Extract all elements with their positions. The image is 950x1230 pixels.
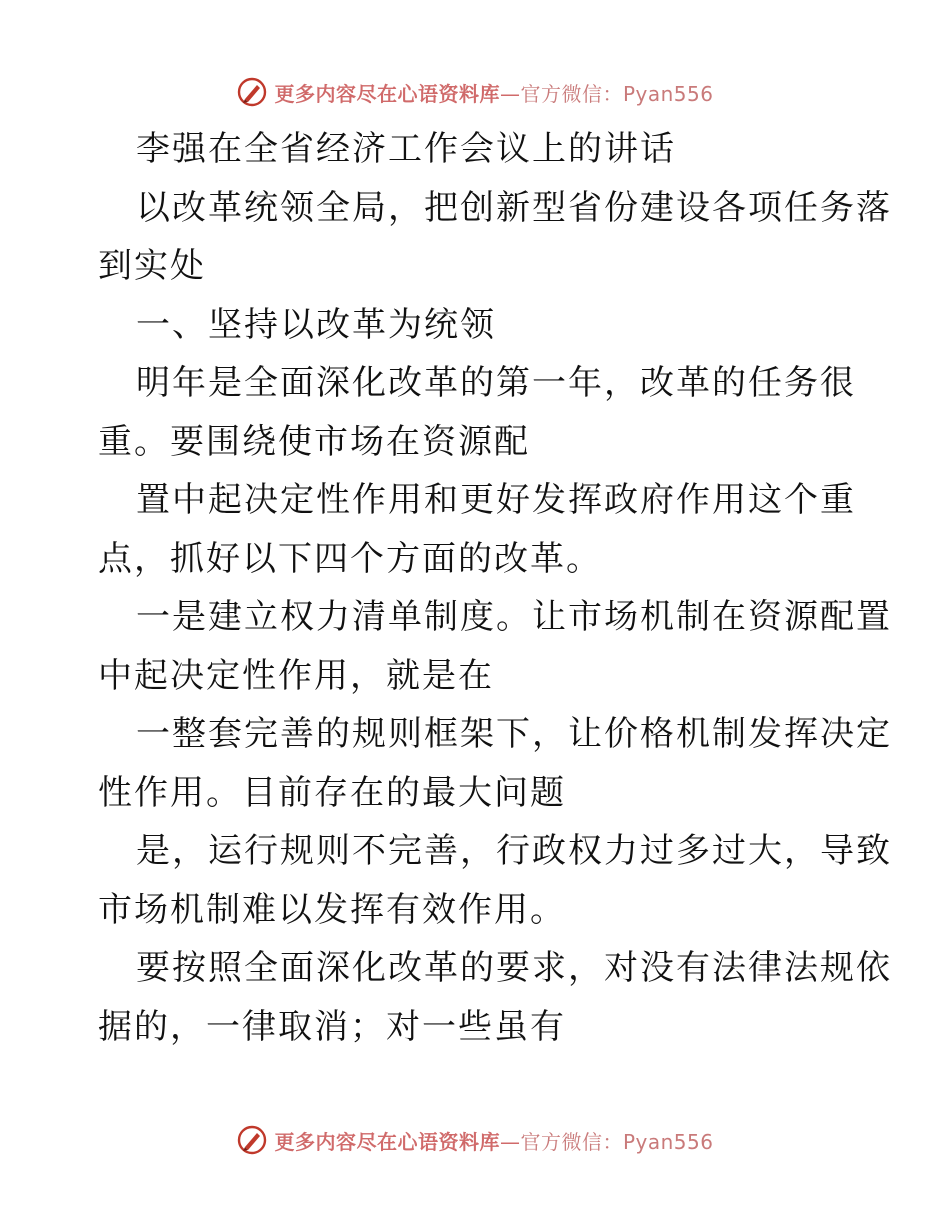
text-line: 李强在全省经济工作会议上的讲话 (136, 129, 676, 169)
text-line: 据的，一律取消；对一些虽有 (98, 1006, 566, 1047)
watermark-suffix: 官方微信：Pyan556 (520, 81, 714, 106)
watermark-lead: 更多内容尽在心语资料库 (274, 1129, 500, 1154)
watermark-dash: — (499, 81, 521, 106)
pen-logo-icon (236, 76, 268, 108)
text-line: 是，运行规则不完善，行政权力过多过大，导致 (136, 831, 892, 871)
header-watermark (0, 72, 950, 112)
text-line: 到实处 (98, 246, 206, 286)
text-line: 市场机制难以发挥有效作用。 (98, 889, 566, 930)
text-line: 以改革统领全局，把创新型省份建设各项任务落 (136, 187, 892, 228)
document-body (98, 120, 892, 1056)
text-line: 一是建立权力清单制度。让市场机制在资源配置 (136, 597, 892, 637)
text-line: 置中起决定性作用和更好发挥政府作用这个重 (136, 480, 856, 520)
watermark-suffix: 官方微信：Pyan556 (520, 1129, 714, 1154)
watermark-dash: — (499, 1129, 521, 1154)
text-line: 一、坚持以改革为统领 (136, 304, 496, 345)
text-line: 明年是全面深化改革的第一年，改革的任务很 (136, 363, 856, 403)
watermark-text (274, 78, 713, 107)
text-line: 点，抓好以下四个方面的改革。 (98, 538, 602, 579)
footer-watermark (0, 1120, 950, 1160)
watermark-text (274, 1126, 713, 1155)
text-line: 一整套完善的规则框架下，让价格机制发挥决定 (136, 714, 892, 754)
text-line: 重。要围绕使市场在资源配 (98, 421, 530, 462)
pen-logo-icon (236, 1124, 268, 1156)
text-line: 性作用。目前存在的最大问题 (98, 772, 566, 813)
watermark-lead: 更多内容尽在心语资料库 (274, 81, 500, 106)
text-line: 要按照全面深化改革的要求，对没有法律法规依 (136, 948, 892, 988)
text-line: 中起决定性作用，就是在 (98, 655, 494, 696)
